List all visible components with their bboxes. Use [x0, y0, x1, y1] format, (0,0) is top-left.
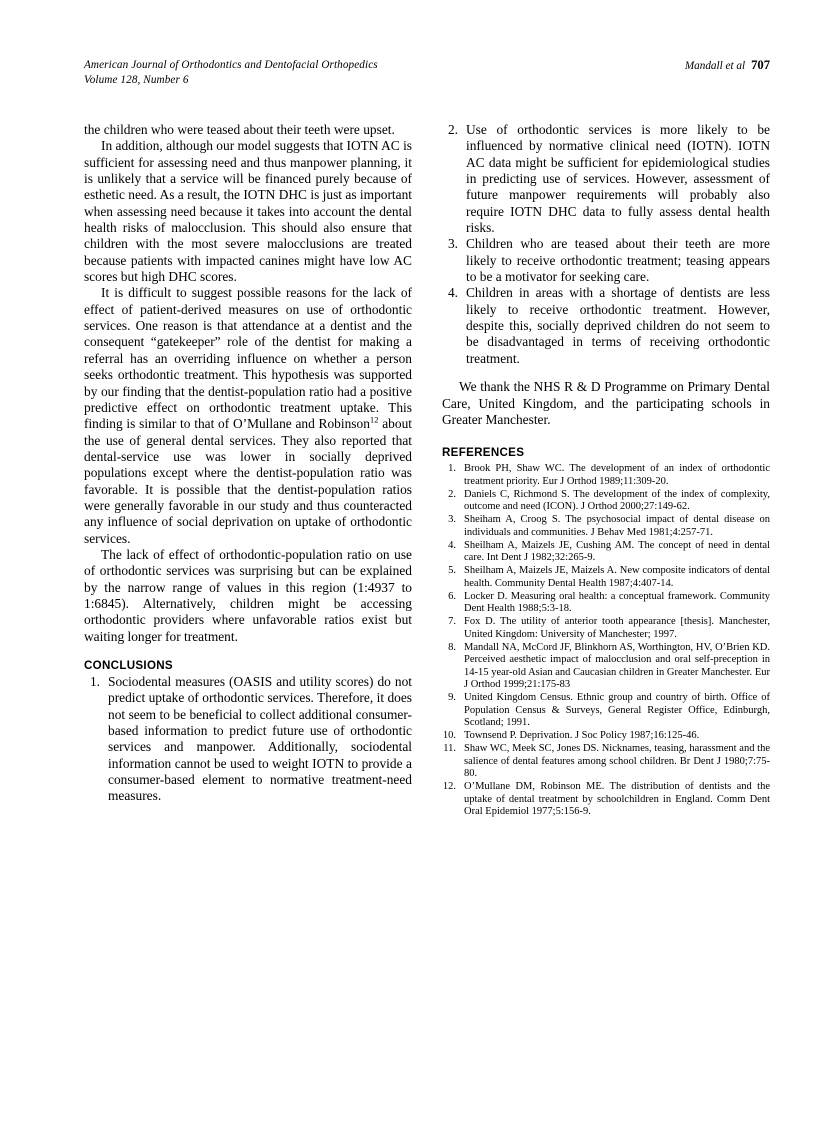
reference-number: 1. — [448, 463, 456, 475]
list-item-text: Children in areas with a shortage of dentists are less likely to receive orthodontic treatment. However, despite this, socially deprived children do not seem to be disadvantaged in terms of receiving orthodontic treatment. — [466, 285, 770, 366]
list-item-text: Children who are teased about their teeth are more likely to receive orthodontic treatment; teasing appears to be a motivator for seeking care. — [466, 236, 770, 285]
list-item-number: 3. — [447, 236, 458, 252]
citation-marker-12: 12 — [369, 414, 379, 425]
reference-number: 9. — [448, 692, 456, 704]
author-running-head: Mandall et al — [684, 60, 746, 72]
reference-text: Shaw WC, Meek SC, Jones DS. Nicknames, teasing, harassment and the salience of dental features among school children. Br Dent J 1980;7:75-80. — [464, 743, 770, 780]
reference-number: 4. — [448, 539, 456, 551]
paragraph-continued: the children who were teased about their teeth were upset. — [84, 122, 395, 137]
reference-item — [442, 743, 770, 781]
conclusions-heading: CONCLUSIONS — [84, 659, 173, 672]
reference-item — [442, 642, 770, 692]
paragraph-patient-derived-measures — [84, 285, 412, 547]
reference-text: O’Mullane DM, Robinson ME. The distribution of dentists and the uptake of dental treatment by schoolchildren in England. Comm Dent Oral Epidemiol 1977;5:156-9. — [464, 781, 770, 818]
right-column — [442, 122, 770, 819]
running-head-right — [685, 58, 770, 74]
reference-item — [442, 616, 770, 641]
reference-text: Sheilham A, Maizels JE, Maizels A. New composite indicators of dental health. Community Dental Health 1987;4:407-14. — [464, 565, 770, 589]
references-heading: REFERENCES — [442, 446, 525, 460]
list-item — [442, 285, 770, 367]
journal-volume-line: Volume 128, Number 6 — [84, 73, 189, 86]
list-item — [442, 122, 770, 236]
reference-number: 7. — [448, 616, 456, 628]
reference-text: Townsend P. Deprivation. J Soc Policy 1987;16:125-46. — [464, 730, 700, 742]
reference-item — [442, 730, 770, 743]
reference-item — [442, 692, 770, 730]
reference-number: 10. — [442, 730, 456, 742]
list-item-number: 1. — [89, 674, 100, 689]
acknowledgement-paragraph: We thank the NHS R & D Programme on Primary Dental Care, United Kingdom, and the participating schools in Greater Manchester. — [442, 379, 770, 427]
reference-text: Daniels C, Richmond S. The development of the index of complexity, outcome and need (ICON). J Orthod 2000;27:149-62. — [464, 488, 770, 513]
reference-text: Sheiham A, Croog S. The psychosocial impact of dental disease on individuals and communities. J Behav Med 1981;4:257-71. — [464, 514, 770, 538]
reference-text: Locker D. Measuring oral health: a conceptual framework. Community Dent Health 1988;5:3-18. — [464, 590, 770, 615]
reference-item — [442, 514, 770, 539]
reference-number: 6. — [448, 590, 456, 602]
reference-number: 2. — [448, 488, 456, 500]
left-column — [84, 122, 412, 805]
reference-number: 3. — [448, 514, 456, 526]
list-item-text: Sociodental measures (OASIS and utility scores) do not predict uptake of orthodontic services. Therefore, it does not seem to be beneficial to collect additional consumer-based information to predict future use of orthodontic services and manpower. Additionally, sociodental information cannot be used to weight IOTN to provide a consumer-based element to normative treatment-need measures. — [108, 674, 412, 804]
reference-number: 5. — [448, 565, 456, 577]
reference-item — [442, 591, 770, 616]
reference-item — [442, 489, 770, 514]
references-list — [442, 463, 770, 819]
list-item-number: 2. — [447, 122, 458, 137]
paragraph-iotn-model: In addition, although our model suggests that IOTN AC is sufficient for assessing need and thus manpower planning, it is unlikely that a service will be financed purely because of esthetic need. As a result, the IOTN DHC is just as important when assessing need because it takes into account the dental health risks of malocclusion. This should also ensure that children with the most severe malocclusions are treated because patients with impacted canines might have low AC scores but high DHC scores. — [84, 138, 412, 285]
reference-text: United Kingdom Census. Ethnic group and country of birth. Office of Population Census & Surveys, General Register Office, Edinburgh, Scotland; 1991. — [464, 692, 770, 729]
reference-text: Brook PH, Shaw WC. The development of an index of orthodontic treatment priority. Eur J Orthod 1989;11:309-20. — [464, 463, 770, 487]
reference-text: Fox D. The utility of anterior tooth appearance [thesis]. Manchester, United Kingdom: University of Manchester; 1997. — [464, 616, 770, 640]
reference-text: Sheilham A, Maizels JE, Cushing AM. The concept of need in dental care. Int Dent J 1982;32:265-9. — [464, 539, 770, 564]
list-item-number: 4. — [447, 285, 458, 301]
reference-item — [442, 540, 770, 565]
reference-item — [442, 565, 770, 590]
conclusions-list-left — [84, 674, 412, 805]
page-number: 707 — [751, 58, 770, 72]
paragraph-text-part2: about the use of general dental services. They also reported that dental-service use was lower in socially deprived populations except where the dentist-population ratio was favorable. It is possible that the dentist-population ratios were generally favorable in our study and thus counteracted any influence of social deprivation on uptake of orthodontic services. — [84, 416, 412, 546]
reference-number: 12. — [442, 781, 456, 793]
journal-title-line1: American Journal of Orthodontics and Dentofacial Orthopedics — [84, 59, 378, 71]
reference-item — [442, 781, 770, 819]
conclusions-list-right — [442, 122, 770, 367]
reference-number: 8. — [448, 641, 456, 653]
reference-item — [442, 463, 770, 488]
journal-title — [84, 58, 378, 87]
list-item — [442, 236, 770, 285]
paragraph-orthodontic-population-ratio: The lack of effect of orthodontic-population ratio on use of orthodontic services was surprising but can be explained by the narrow range of values in this region (1:4937 to 1:6845). Alternatively, children might be accessing orthodontic providers where unfavorable ratios exist but waiting longer for treatment. — [84, 546, 412, 644]
running-head — [84, 58, 770, 92]
reference-number: 11. — [443, 743, 456, 755]
paragraph-text-part1: It is difficult to suggest possible reasons for the lack of effect of patient-derived measures on use of orthodontic services. One reason is that attendance at a dentist and the consequent “gatekeeper” role of the dentist for making a referral has an overriding influence on whether a person seeks orthodontic treatment. This hypothesis was supported by our finding that the dentist-population ratio had a positive predictive effect on orthodontic treatment uptake. This finding is similar to that of O’Mullane and Robinson — [84, 285, 412, 432]
reference-text: Mandall NA, McCord JF, Blinkhorn AS, Worthington, HV, O’Brien KD. Perceived aesthetic impact of malocclusion and oral self-preception in 14-15 year-old Asian and Caucasian children in Greater Manchester. Eur J Orthod 1999;21:175-83 — [464, 641, 770, 691]
list-item-text: Use of orthodontic services is more likely to be influenced by normative clinical need (IOTN). IOTN AC data might be sufficient for epidemiological studies in predicting use of services. However, assessment of future manpower requirements will probably also require IOTN DHC data to fully assess dental health risks. — [466, 122, 770, 236]
list-item — [84, 674, 412, 805]
